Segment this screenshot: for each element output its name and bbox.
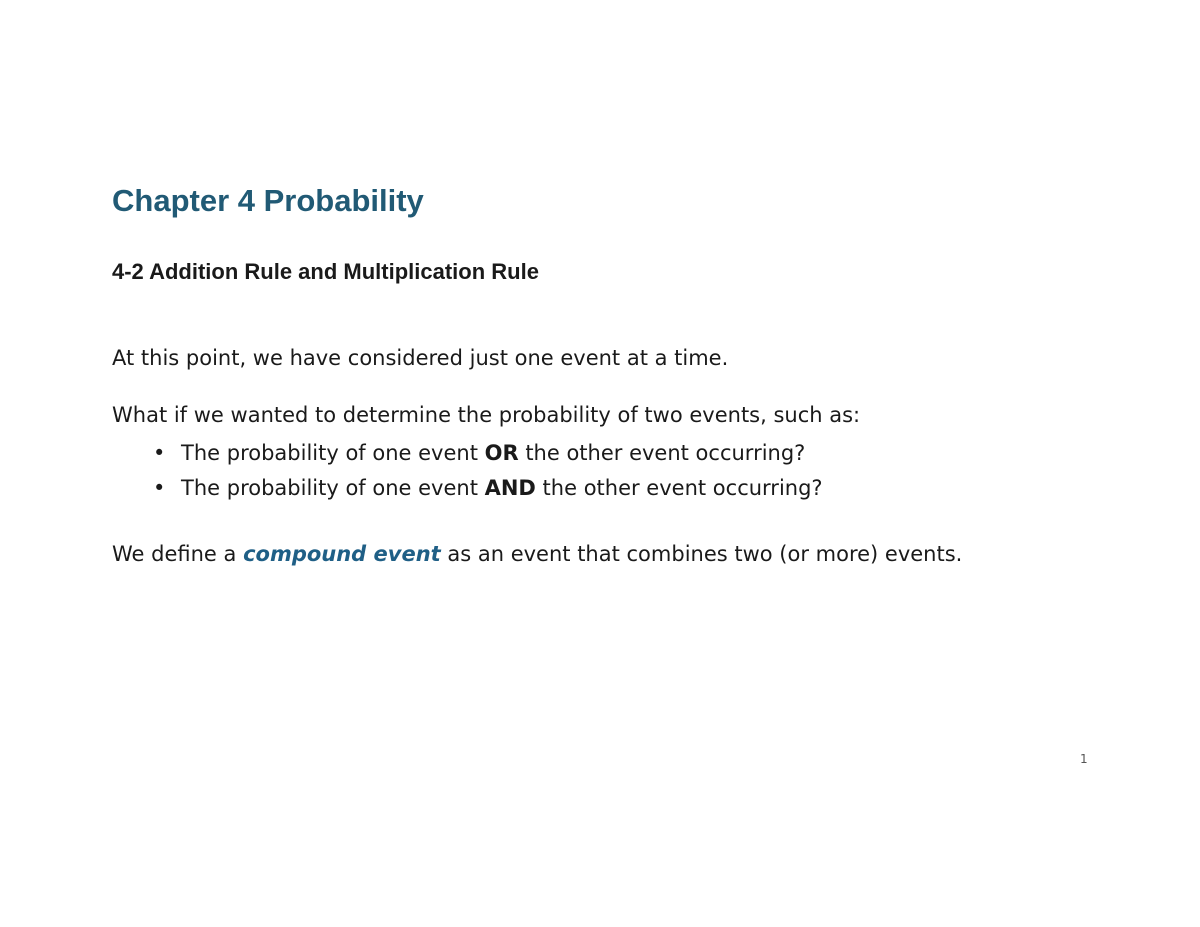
bullet-emphasis-or: OR (484, 441, 519, 465)
definition-text: as an event that combines two (or more) events. (440, 542, 963, 566)
bullet-dot: • (153, 441, 166, 465)
defined-term: compound event (243, 542, 441, 566)
intro-paragraph: At this point, we have considered just one event at a time. (112, 346, 729, 370)
definition-text: We define a (112, 542, 244, 566)
chapter-title: Chapter 4 Probability (112, 183, 424, 218)
bullet-item-or (153, 436, 823, 471)
question-paragraph: What if we wanted to determine the probability of two events, such as: (112, 403, 861, 427)
section-title: 4-2 Addition Rule and Multiplication Rule (112, 259, 539, 284)
bullet-text: the other event occurring? (518, 441, 806, 465)
bullet-text: The probability of one event (181, 441, 485, 465)
page-number: 1 (1080, 752, 1088, 766)
bullet-emphasis-and: AND (484, 476, 536, 500)
bullet-text: the other event occurring? (535, 476, 823, 500)
bullet-list (153, 436, 823, 506)
bullet-item-and (153, 471, 823, 506)
definition-paragraph (112, 540, 962, 568)
bullet-dot: • (153, 476, 166, 500)
bullet-text: The probability of one event (181, 476, 485, 500)
